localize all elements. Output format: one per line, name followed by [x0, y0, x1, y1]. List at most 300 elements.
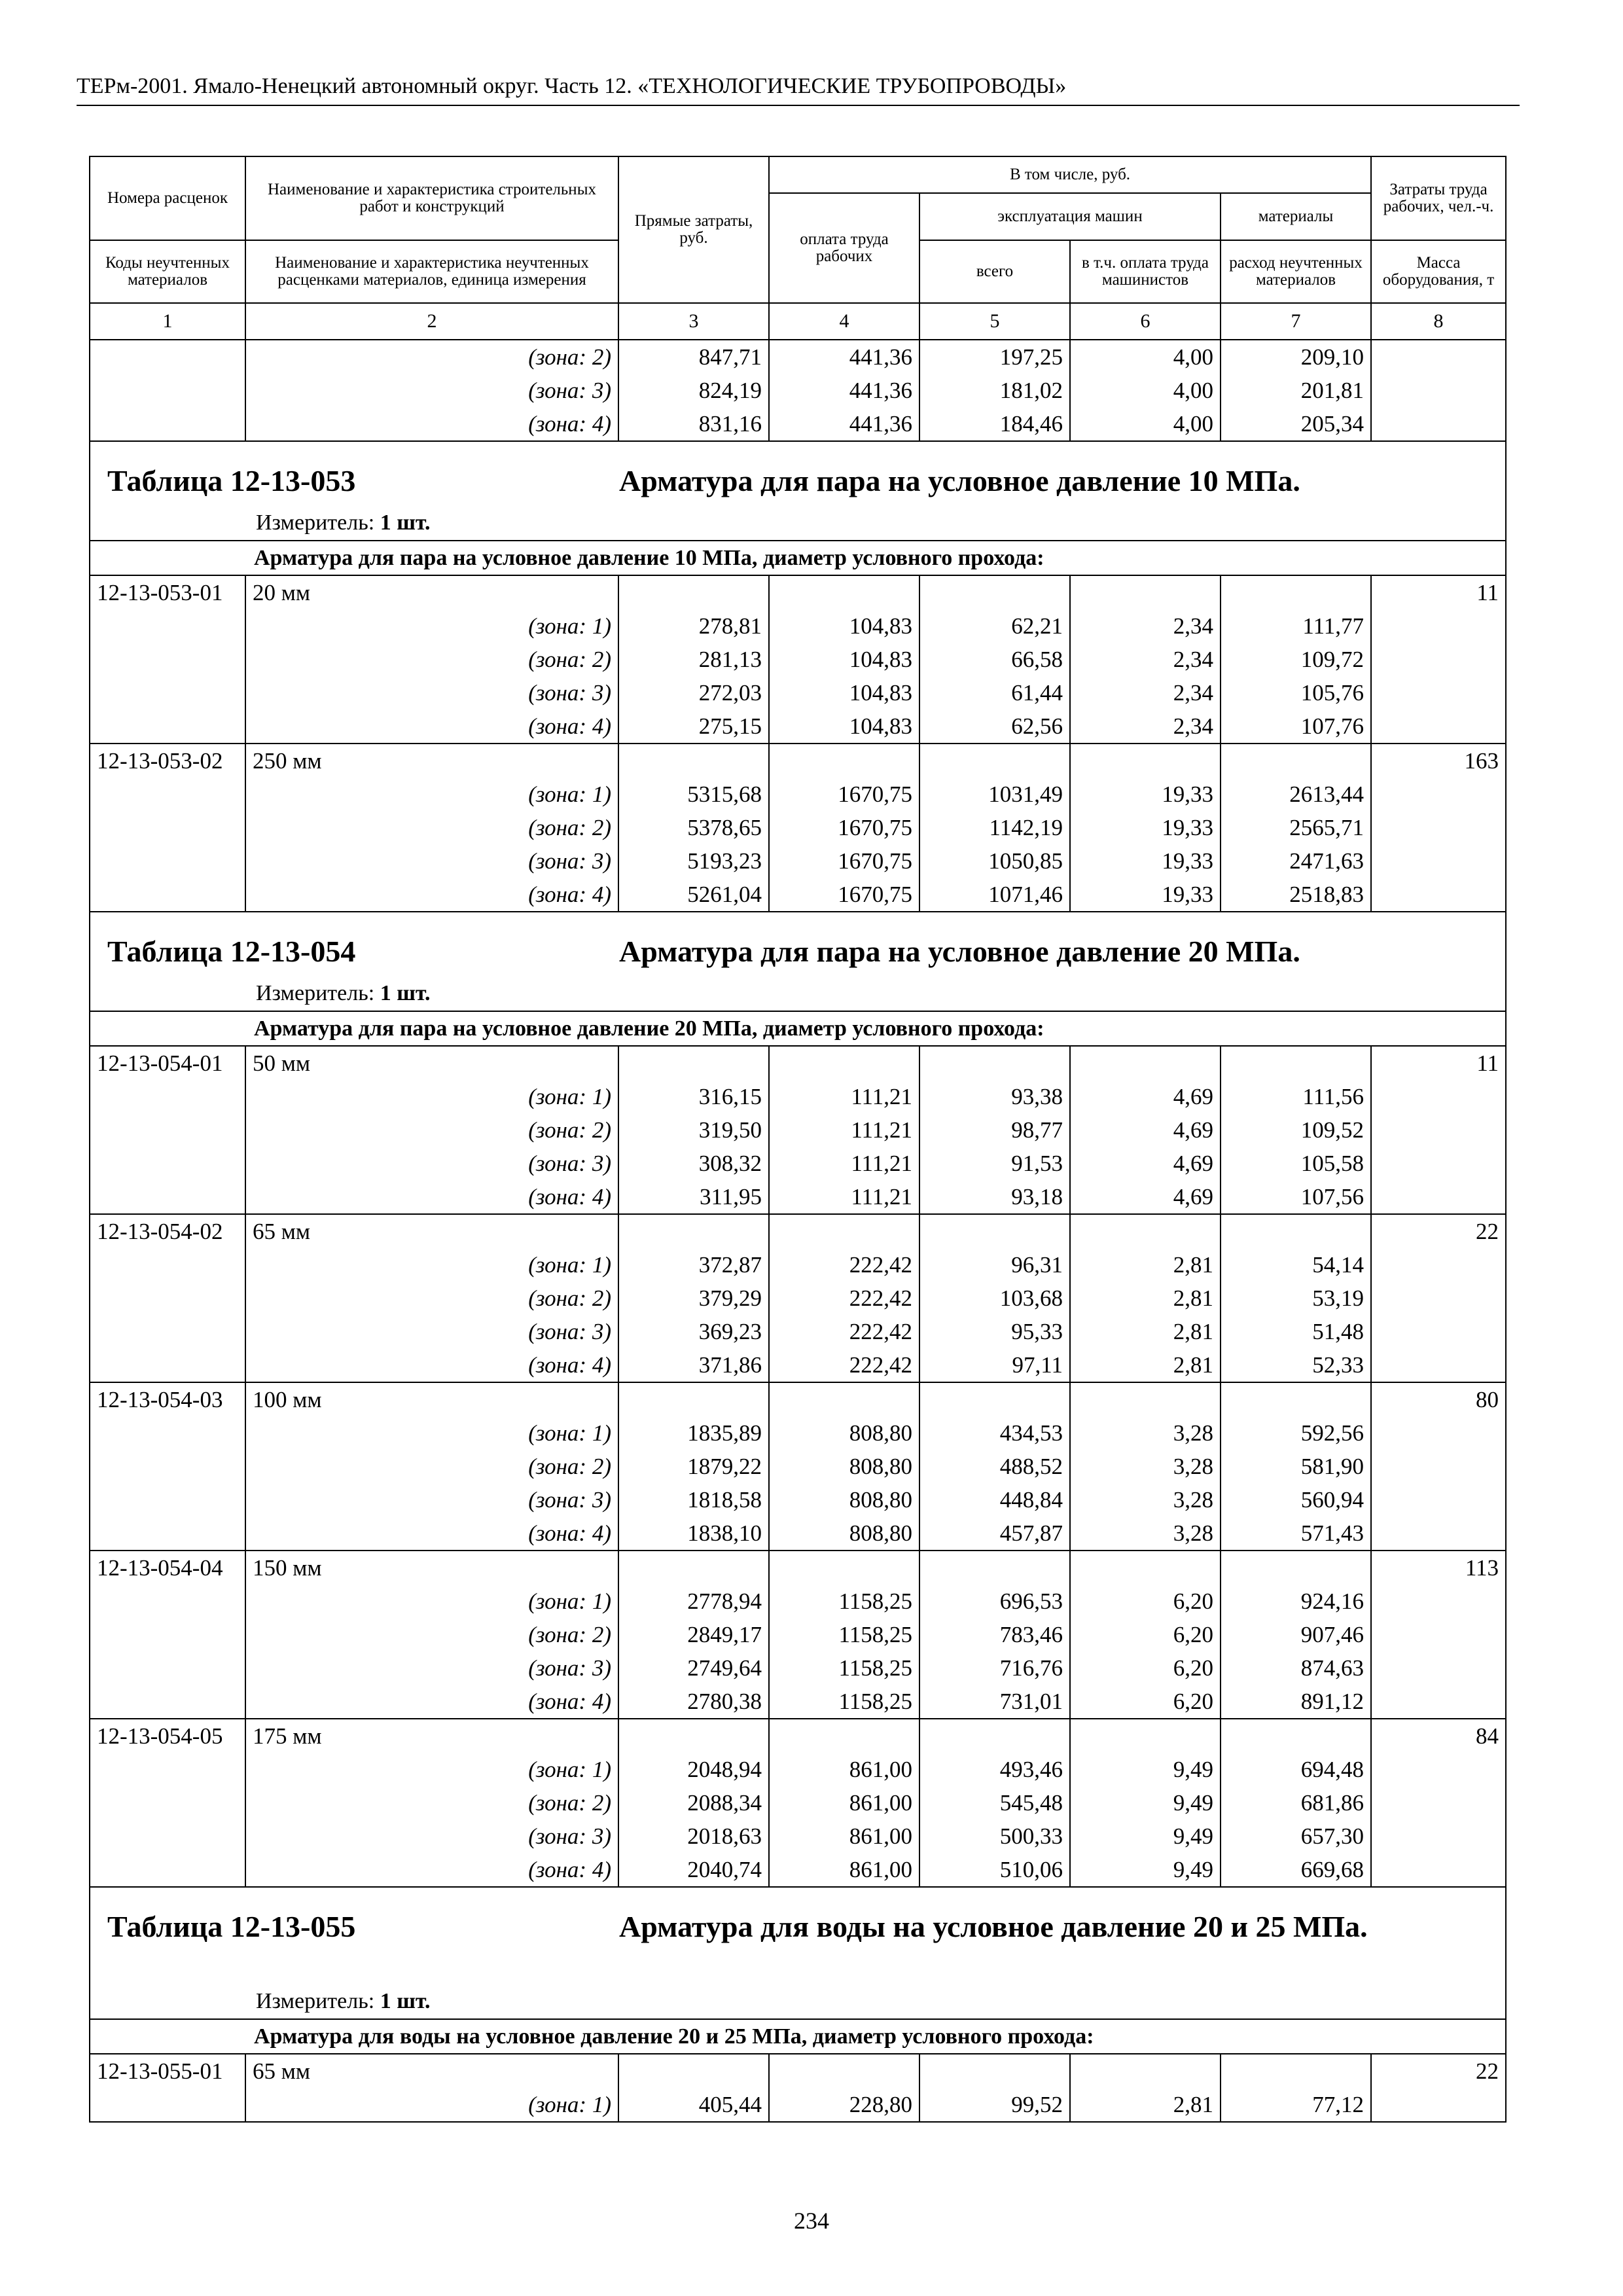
materials-cost: 874,63	[1221, 1651, 1371, 1685]
machinist-pay: 2,81	[1070, 1248, 1221, 1282]
header-work-name: Наименование и характеристика строительных работ и конструкций	[245, 156, 618, 240]
zone-label: (зона: 3)	[245, 1483, 618, 1516]
labor-empty	[1371, 1786, 1506, 1820]
table-subtitle: Арматура для пара на условное давление 20 МПа, диаметр условного прохода:	[90, 1011, 1506, 1046]
machine-total: 545,48	[919, 1786, 1070, 1820]
zone-label: (зона: 3)	[245, 374, 618, 407]
header-unaccounted-codes: Коды неучтенных материалов	[90, 240, 245, 303]
direct-costs: 1879,22	[618, 1450, 769, 1483]
zone-row	[90, 878, 1506, 912]
machine-total: 434,53	[919, 1416, 1070, 1450]
zone-row	[90, 676, 1506, 709]
labor-hours: 113	[1371, 1551, 1506, 1585]
empty-cell	[1221, 2054, 1371, 2088]
machine-total: 500,33	[919, 1820, 1070, 1853]
labor-hours: 22	[1371, 1214, 1506, 1248]
machine-total: 731,01	[919, 1685, 1070, 1719]
zone-row	[90, 2088, 1506, 2122]
materials-cost: 581,90	[1221, 1450, 1371, 1483]
rate-code-empty	[90, 676, 245, 709]
empty-cell	[1070, 575, 1221, 609]
rate-code: 12-13-054-05	[90, 1719, 245, 1753]
zone-row	[90, 1180, 1506, 1214]
subtitle-row	[90, 1011, 1506, 1046]
materials-cost: 53,19	[1221, 1282, 1371, 1315]
worker-pay: 222,42	[769, 1282, 919, 1315]
empty-cell	[769, 2054, 919, 2088]
zone-row	[90, 374, 1506, 407]
materials-cost: 109,52	[1221, 1113, 1371, 1147]
direct-costs: 2088,34	[618, 1786, 769, 1820]
zone-label: (зона: 1)	[245, 2088, 618, 2122]
worker-pay: 104,83	[769, 643, 919, 676]
direct-costs: 5378,65	[618, 811, 769, 844]
materials-cost: 111,77	[1221, 609, 1371, 643]
table-banner-row	[90, 912, 1506, 1011]
rates-table	[89, 156, 1507, 2123]
machinist-pay: 9,49	[1070, 1820, 1221, 1853]
machine-total: 488,52	[919, 1450, 1070, 1483]
direct-costs: 2040,74	[618, 1853, 769, 1887]
header-worker-pay: оплата труда рабочих	[769, 193, 919, 303]
zone-label: (зона: 1)	[245, 1753, 618, 1786]
column-number: 8	[1371, 303, 1506, 340]
empty-cell	[919, 1719, 1070, 1753]
machinist-pay: 4,00	[1070, 340, 1221, 374]
materials-cost: 657,30	[1221, 1820, 1371, 1853]
materials-cost: 571,43	[1221, 1516, 1371, 1551]
machinist-pay: 6,20	[1070, 1651, 1221, 1685]
zone-row	[90, 1853, 1506, 1887]
rate-code-empty	[90, 2088, 245, 2122]
labor-empty	[1371, 1450, 1506, 1483]
empty-cell	[618, 744, 769, 778]
zone-row	[90, 1820, 1506, 1853]
rate-code-empty	[90, 1113, 245, 1147]
table-title: Арматура для воды на условное давление 20 и 25 МПа.	[619, 1910, 1368, 1943]
labor-hours: 11	[1371, 1046, 1506, 1080]
column-number: 6	[1070, 303, 1221, 340]
materials-cost: 592,56	[1221, 1416, 1371, 1450]
worker-pay: 222,42	[769, 1248, 919, 1282]
machinist-pay: 2,34	[1070, 676, 1221, 709]
item-name: 175 мм	[245, 1719, 618, 1753]
materials-cost: 109,72	[1221, 643, 1371, 676]
worker-pay: 104,83	[769, 609, 919, 643]
materials-cost: 560,94	[1221, 1483, 1371, 1516]
measure-unit	[256, 510, 431, 536]
zone-row	[90, 1516, 1506, 1551]
labor-empty	[1371, 1147, 1506, 1180]
direct-costs: 371,86	[618, 1348, 769, 1382]
machine-total: 93,38	[919, 1080, 1070, 1113]
rate-code-empty	[90, 340, 245, 374]
measure-value: 1 шт.	[380, 981, 431, 1005]
header-materials: материалы	[1221, 193, 1371, 240]
machinist-pay: 19,33	[1070, 811, 1221, 844]
empty-cell	[769, 744, 919, 778]
machine-total: 181,02	[919, 374, 1070, 407]
zone-label: (зона: 1)	[245, 1585, 618, 1618]
zone-label: (зона: 1)	[245, 1080, 618, 1113]
empty-cell	[919, 575, 1070, 609]
rate-code-empty	[90, 1786, 245, 1820]
zone-label: (зона: 4)	[245, 1853, 618, 1887]
direct-costs: 2749,64	[618, 1651, 769, 1685]
materials-cost: 107,76	[1221, 709, 1371, 744]
zone-label: (зона: 2)	[245, 1113, 618, 1147]
direct-costs: 831,16	[618, 407, 769, 441]
labor-hours: 22	[1371, 2054, 1506, 2088]
materials-cost: 205,34	[1221, 407, 1371, 441]
labor-empty	[1371, 1315, 1506, 1348]
materials-cost: 105,58	[1221, 1147, 1371, 1180]
rate-code-empty	[90, 1450, 245, 1483]
table-banner	[90, 441, 1506, 541]
zone-label: (зона: 2)	[245, 1618, 618, 1651]
rate-code-empty	[90, 1248, 245, 1282]
direct-costs: 372,87	[618, 1248, 769, 1282]
machine-total: 448,84	[919, 1483, 1070, 1516]
machine-total: 510,06	[919, 1853, 1070, 1887]
table-title: Арматура для пара на условное давление 20 МПа.	[619, 935, 1300, 968]
rate-code: 12-13-053-02	[90, 744, 245, 778]
empty-cell	[618, 1382, 769, 1416]
item-name: 65 мм	[245, 2054, 618, 2088]
rate-code-empty	[90, 1348, 245, 1382]
machinist-pay: 6,20	[1070, 1685, 1221, 1719]
zone-label: (зона: 3)	[245, 1651, 618, 1685]
machine-total: 197,25	[919, 340, 1070, 374]
machine-total: 99,52	[919, 2088, 1070, 2122]
materials-cost: 201,81	[1221, 374, 1371, 407]
materials-cost: 2565,71	[1221, 811, 1371, 844]
header-including: В том числе, руб.	[769, 156, 1371, 193]
zone-row	[90, 1483, 1506, 1516]
measure-value: 1 шт.	[380, 1989, 431, 2013]
zone-row	[90, 778, 1506, 811]
header-machine-operation: эксплуатация машин	[919, 193, 1221, 240]
rate-code: 12-13-054-03	[90, 1382, 245, 1416]
measure-unit	[256, 1988, 431, 2015]
materials-cost: 2471,63	[1221, 844, 1371, 878]
machine-total: 66,58	[919, 643, 1070, 676]
zone-row	[90, 844, 1506, 878]
direct-costs: 5315,68	[618, 778, 769, 811]
zone-row	[90, 1450, 1506, 1483]
item-name: 150 мм	[245, 1551, 618, 1585]
machine-total: 62,56	[919, 709, 1070, 744]
zone-label: (зона: 4)	[245, 407, 618, 441]
worker-pay: 222,42	[769, 1315, 919, 1348]
measure-value: 1 шт.	[380, 511, 431, 535]
labor-empty	[1371, 643, 1506, 676]
measure-label: Измеритель:	[256, 511, 380, 535]
zone-label: (зона: 4)	[245, 1348, 618, 1382]
worker-pay: 808,80	[769, 1450, 919, 1483]
machinist-pay: 4,00	[1070, 407, 1221, 441]
empty-cell	[618, 575, 769, 609]
machinist-pay: 6,20	[1070, 1618, 1221, 1651]
worker-pay: 104,83	[769, 709, 919, 744]
empty-cell	[769, 1551, 919, 1585]
labor-empty	[1371, 609, 1506, 643]
empty-cell	[1221, 1551, 1371, 1585]
zone-row	[90, 1315, 1506, 1348]
machinist-pay: 4,00	[1070, 374, 1221, 407]
rate-code-empty	[90, 844, 245, 878]
labor-empty	[1371, 1348, 1506, 1382]
labor-empty	[1371, 2088, 1506, 2122]
table-banner	[90, 1887, 1506, 2019]
worker-pay: 441,36	[769, 407, 919, 441]
labor-empty	[1371, 1080, 1506, 1113]
zone-label: (зона: 3)	[245, 676, 618, 709]
machinist-pay: 2,34	[1070, 609, 1221, 643]
empty-cell	[1221, 1046, 1371, 1080]
labor-empty	[1371, 1853, 1506, 1887]
zone-label: (зона: 1)	[245, 1248, 618, 1282]
zone-row	[90, 1147, 1506, 1180]
machinist-pay: 19,33	[1070, 878, 1221, 912]
page-number: 234	[794, 2208, 829, 2234]
labor-empty	[1371, 844, 1506, 878]
zone-label: (зона: 3)	[245, 1315, 618, 1348]
machinist-pay: 19,33	[1070, 844, 1221, 878]
header-equipment-mass: Масса оборудования, т	[1371, 240, 1506, 303]
machinist-pay: 9,49	[1070, 1853, 1221, 1887]
column-number: 5	[919, 303, 1070, 340]
empty-cell	[1221, 744, 1371, 778]
materials-cost: 52,33	[1221, 1348, 1371, 1382]
zone-row	[90, 340, 1506, 374]
labor-empty	[1371, 1416, 1506, 1450]
rate-code: 12-13-053-01	[90, 575, 245, 609]
direct-costs: 275,15	[618, 709, 769, 744]
worker-pay: 861,00	[769, 1753, 919, 1786]
labor-empty	[1371, 374, 1506, 407]
machine-total: 1142,19	[919, 811, 1070, 844]
labor-hours: 11	[1371, 575, 1506, 609]
column-number: 2	[245, 303, 618, 340]
item-row	[90, 744, 1506, 778]
worker-pay: 1158,25	[769, 1651, 919, 1685]
rate-code-empty	[90, 1147, 245, 1180]
zone-row	[90, 1282, 1506, 1315]
item-row	[90, 1214, 1506, 1248]
empty-cell	[919, 1214, 1070, 1248]
materials-cost: 2518,83	[1221, 878, 1371, 912]
empty-cell	[769, 1214, 919, 1248]
direct-costs: 308,32	[618, 1147, 769, 1180]
machine-total: 783,46	[919, 1618, 1070, 1651]
machine-total: 696,53	[919, 1585, 1070, 1618]
zone-label: (зона: 4)	[245, 709, 618, 744]
machine-total: 493,46	[919, 1753, 1070, 1786]
measure-label: Измеритель:	[256, 981, 380, 1005]
table-number: Таблица 12-13-055	[107, 1910, 356, 1943]
item-row	[90, 1046, 1506, 1080]
labor-empty	[1371, 1753, 1506, 1786]
materials-cost: 77,12	[1221, 2088, 1371, 2122]
item-row	[90, 575, 1506, 609]
column-number: 1	[90, 303, 245, 340]
zone-label: (зона: 4)	[245, 1685, 618, 1719]
worker-pay: 228,80	[769, 2088, 919, 2122]
labor-empty	[1371, 1483, 1506, 1516]
direct-costs: 369,23	[618, 1315, 769, 1348]
rate-code-empty	[90, 709, 245, 744]
rate-code: 12-13-054-02	[90, 1214, 245, 1248]
machinist-pay: 3,28	[1070, 1516, 1221, 1551]
materials-cost: 51,48	[1221, 1315, 1371, 1348]
column-number: 3	[618, 303, 769, 340]
rate-code-empty	[90, 1651, 245, 1685]
machinist-pay: 4,69	[1070, 1113, 1221, 1147]
worker-pay: 1670,75	[769, 844, 919, 878]
empty-cell	[618, 1551, 769, 1585]
zone-label: (зона: 3)	[245, 1820, 618, 1853]
direct-costs: 2849,17	[618, 1618, 769, 1651]
table-banner	[90, 912, 1506, 1011]
empty-cell	[769, 1046, 919, 1080]
item-name: 20 мм	[245, 575, 618, 609]
labor-empty	[1371, 778, 1506, 811]
column-number: 4	[769, 303, 919, 340]
rate-code-empty	[90, 1685, 245, 1719]
empty-cell	[1221, 1719, 1371, 1753]
worker-pay: 441,36	[769, 374, 919, 407]
direct-costs: 5193,23	[618, 844, 769, 878]
direct-costs: 379,29	[618, 1282, 769, 1315]
machine-total: 62,21	[919, 609, 1070, 643]
rate-code-empty	[90, 1516, 245, 1551]
machinist-pay: 2,81	[1070, 1282, 1221, 1315]
item-row	[90, 2054, 1506, 2088]
header-machinist-pay: в т.ч. оплата труда машинистов	[1070, 240, 1221, 303]
machine-total: 95,33	[919, 1315, 1070, 1348]
zone-label: (зона: 2)	[245, 1786, 618, 1820]
machine-total: 97,11	[919, 1348, 1070, 1382]
labor-empty	[1371, 1685, 1506, 1719]
machine-total: 93,18	[919, 1180, 1070, 1214]
direct-costs: 2048,94	[618, 1753, 769, 1786]
machinist-pay: 9,49	[1070, 1753, 1221, 1786]
materials-cost: 681,86	[1221, 1786, 1371, 1820]
subtitle-row	[90, 2019, 1506, 2054]
labor-hours: 163	[1371, 744, 1506, 778]
direct-costs: 847,71	[618, 340, 769, 374]
item-name: 250 мм	[245, 744, 618, 778]
machine-total: 1031,49	[919, 778, 1070, 811]
header-direct-costs: Прямые затраты, руб.	[618, 156, 769, 303]
zone-row	[90, 609, 1506, 643]
machinist-pay: 2,81	[1070, 1348, 1221, 1382]
zone-row	[90, 1348, 1506, 1382]
rate-code-empty	[90, 811, 245, 844]
header-unaccounted-names: Наименование и характеристика неучтенных расценками материалов, единица измерения	[245, 240, 618, 303]
labor-empty	[1371, 1180, 1506, 1214]
header-labor-costs: Затраты труда рабочих, чел.-ч.	[1371, 156, 1506, 240]
subtitle-row	[90, 541, 1506, 575]
machinist-pay: 2,34	[1070, 643, 1221, 676]
machinist-pay: 3,28	[1070, 1483, 1221, 1516]
zone-row	[90, 1786, 1506, 1820]
direct-costs: 272,03	[618, 676, 769, 709]
header-material-consumption: расход неучтенных материалов	[1221, 240, 1371, 303]
rate-code-empty	[90, 407, 245, 441]
machine-total: 98,77	[919, 1113, 1070, 1147]
worker-pay: 1158,25	[769, 1585, 919, 1618]
labor-empty	[1371, 1516, 1506, 1551]
zone-label: (зона: 1)	[245, 609, 618, 643]
worker-pay: 111,21	[769, 1147, 919, 1180]
rate-code-empty	[90, 1080, 245, 1113]
materials-cost: 111,56	[1221, 1080, 1371, 1113]
zone-row	[90, 709, 1506, 744]
zone-row	[90, 643, 1506, 676]
table-banner-row	[90, 1887, 1506, 2019]
table-header	[90, 156, 1506, 340]
zone-row	[90, 407, 1506, 441]
rate-code-empty	[90, 609, 245, 643]
zone-row	[90, 1113, 1506, 1147]
zone-label: (зона: 2)	[245, 340, 618, 374]
materials-cost: 209,10	[1221, 340, 1371, 374]
worker-pay: 104,83	[769, 676, 919, 709]
empty-cell	[1070, 1382, 1221, 1416]
zone-label: (зона: 4)	[245, 1516, 618, 1551]
measure-label: Измеритель:	[256, 1989, 380, 2013]
materials-cost: 2613,44	[1221, 778, 1371, 811]
item-name: 65 мм	[245, 1214, 618, 1248]
labor-empty	[1371, 340, 1506, 374]
item-row	[90, 1719, 1506, 1753]
empty-cell	[1070, 744, 1221, 778]
table-title: Арматура для пара на условное давление 10 МПа.	[619, 464, 1300, 497]
machine-total: 61,44	[919, 676, 1070, 709]
labor-hours: 84	[1371, 1719, 1506, 1753]
table-subtitle: Арматура для воды на условное давление 20 и 25 МПа, диаметр условного прохода:	[90, 2019, 1506, 2054]
labor-empty	[1371, 1618, 1506, 1651]
rate-code-empty	[90, 1282, 245, 1315]
machinist-pay: 19,33	[1070, 778, 1221, 811]
direct-costs: 319,50	[618, 1113, 769, 1147]
rate-code-empty	[90, 643, 245, 676]
rate-code: 12-13-054-01	[90, 1046, 245, 1080]
empty-cell	[1221, 1214, 1371, 1248]
zone-label: (зона: 2)	[245, 643, 618, 676]
zone-row	[90, 1585, 1506, 1618]
materials-cost: 669,68	[1221, 1853, 1371, 1887]
labor-empty	[1371, 1820, 1506, 1853]
item-row	[90, 1551, 1506, 1585]
machine-total: 716,76	[919, 1651, 1070, 1685]
machine-total: 457,87	[919, 1516, 1070, 1551]
machine-total: 96,31	[919, 1248, 1070, 1282]
rate-code-empty	[90, 1753, 245, 1786]
empty-cell	[618, 1719, 769, 1753]
zone-row	[90, 1248, 1506, 1282]
empty-cell	[769, 575, 919, 609]
zone-label: (зона: 2)	[245, 1282, 618, 1315]
worker-pay: 1158,25	[769, 1618, 919, 1651]
rate-code-empty	[90, 1853, 245, 1887]
worker-pay: 111,21	[769, 1080, 919, 1113]
rate-code-empty	[90, 1416, 245, 1450]
labor-empty	[1371, 878, 1506, 912]
worker-pay: 1670,75	[769, 878, 919, 912]
